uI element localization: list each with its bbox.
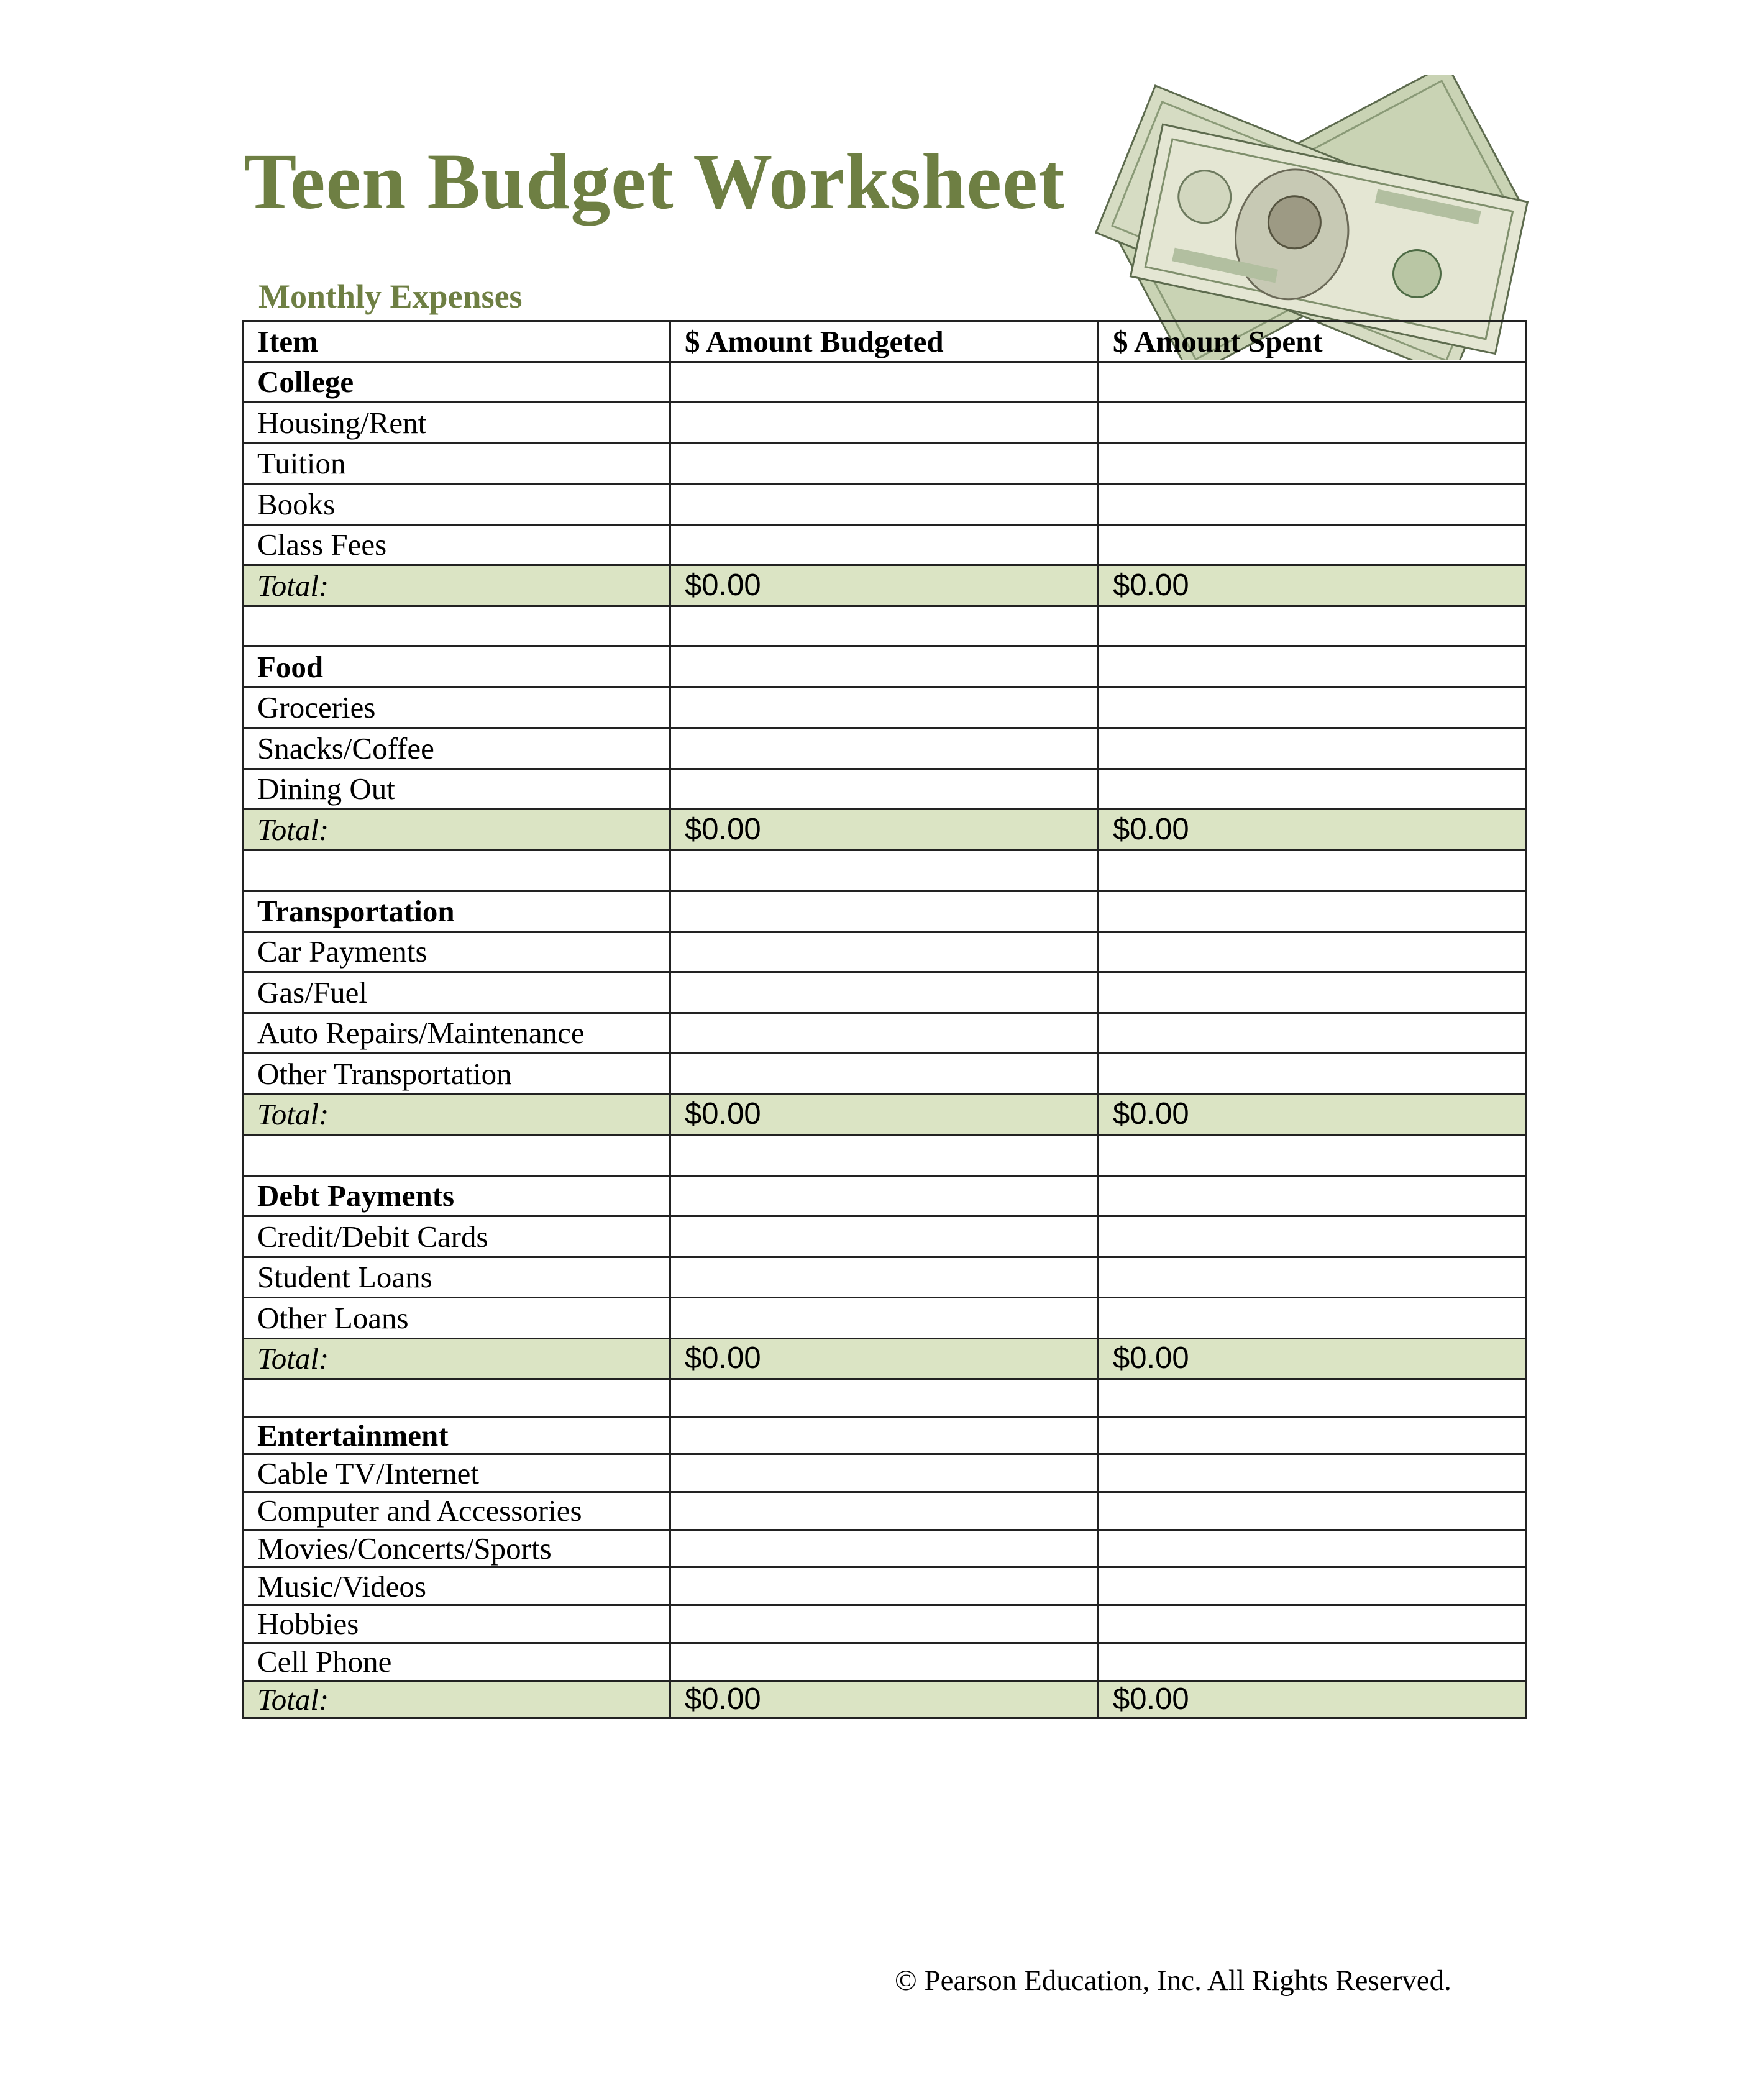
money-stack-image bbox=[1094, 75, 1541, 360]
empty-cell[interactable] bbox=[1099, 1379, 1526, 1417]
budgeted-cell[interactable] bbox=[670, 1567, 1099, 1605]
empty-cell[interactable] bbox=[670, 1379, 1099, 1417]
expense-item-label: Tuition bbox=[243, 443, 670, 484]
budgeted-cell[interactable] bbox=[670, 728, 1099, 769]
expense-item-label: Movies/Concerts/Sports bbox=[243, 1530, 670, 1567]
expense-row bbox=[243, 1013, 1526, 1054]
expense-row bbox=[243, 687, 1526, 728]
spent-cell[interactable] bbox=[1099, 1013, 1526, 1054]
column-header-spent: $ Amount Spent bbox=[1099, 321, 1526, 362]
column-header-budgeted: $ Amount Budgeted bbox=[670, 321, 1099, 362]
total-label: Total: bbox=[243, 810, 670, 851]
spent-cell[interactable] bbox=[1099, 1605, 1526, 1643]
header-row bbox=[243, 321, 1526, 362]
budgeted-cell[interactable] bbox=[670, 687, 1099, 728]
budgeted-cell[interactable] bbox=[670, 769, 1099, 810]
spacer-row bbox=[243, 1379, 1526, 1417]
expense-row bbox=[243, 1257, 1526, 1298]
spent-cell[interactable] bbox=[1099, 1257, 1526, 1298]
total-row bbox=[243, 1681, 1526, 1718]
spent-cell[interactable] bbox=[1099, 1298, 1526, 1339]
category-row bbox=[243, 1175, 1526, 1216]
total-label: Total: bbox=[243, 565, 670, 606]
total-spent-value: $0.00 bbox=[1099, 1094, 1526, 1135]
total-spent-value: $0.00 bbox=[1099, 565, 1526, 606]
total-budgeted-value: $0.00 bbox=[670, 1681, 1099, 1718]
expense-item-label: Snacks/Coffee bbox=[243, 728, 670, 769]
budgeted-cell[interactable] bbox=[670, 1175, 1099, 1216]
budgeted-cell[interactable] bbox=[670, 443, 1099, 484]
budget-table bbox=[242, 320, 1527, 1719]
spent-cell[interactable] bbox=[1099, 1054, 1526, 1095]
budgeted-cell[interactable] bbox=[670, 931, 1099, 972]
expense-item-label: Cable TV/Internet bbox=[243, 1454, 670, 1492]
total-row bbox=[243, 1094, 1526, 1135]
section-subtitle: Monthly Expenses bbox=[258, 278, 523, 315]
total-row bbox=[243, 1338, 1526, 1379]
empty-cell[interactable] bbox=[243, 1135, 670, 1176]
total-label: Total: bbox=[243, 1338, 670, 1379]
spent-cell[interactable] bbox=[1099, 687, 1526, 728]
category-label: Food bbox=[243, 647, 670, 688]
category-row bbox=[243, 891, 1526, 932]
page-title: Teen Budget Worksheet bbox=[244, 137, 1066, 226]
expense-item-label: Computer and Accessories bbox=[243, 1492, 670, 1530]
spent-cell[interactable] bbox=[1099, 1492, 1526, 1530]
budgeted-cell[interactable] bbox=[670, 1054, 1099, 1095]
expense-item-label: Other Loans bbox=[243, 1298, 670, 1339]
expense-row bbox=[243, 1054, 1526, 1095]
total-spent-value: $0.00 bbox=[1099, 810, 1526, 851]
expense-row bbox=[243, 1530, 1526, 1567]
budgeted-cell[interactable] bbox=[670, 891, 1099, 932]
empty-cell[interactable] bbox=[243, 1379, 670, 1417]
spent-cell[interactable] bbox=[1099, 443, 1526, 484]
spent-cell[interactable] bbox=[1099, 484, 1526, 525]
total-budgeted-value: $0.00 bbox=[670, 1094, 1099, 1135]
total-budgeted-value: $0.00 bbox=[670, 565, 1099, 606]
spent-cell[interactable] bbox=[1099, 1530, 1526, 1567]
expense-row bbox=[243, 1454, 1526, 1492]
spent-cell[interactable] bbox=[1099, 524, 1526, 565]
category-row bbox=[243, 1416, 1526, 1454]
expense-row bbox=[243, 403, 1526, 444]
spent-cell[interactable] bbox=[1099, 972, 1526, 1013]
spent-cell[interactable] bbox=[1099, 647, 1526, 688]
expense-item-label: Cell Phone bbox=[243, 1643, 670, 1681]
category-row bbox=[243, 647, 1526, 688]
expense-row bbox=[243, 769, 1526, 810]
total-budgeted-value: $0.00 bbox=[670, 810, 1099, 851]
budgeted-cell[interactable] bbox=[670, 1643, 1099, 1681]
budgeted-cell[interactable] bbox=[670, 362, 1099, 403]
total-spent-value: $0.00 bbox=[1099, 1338, 1526, 1379]
budgeted-cell[interactable] bbox=[670, 1530, 1099, 1567]
expense-item-label: Books bbox=[243, 484, 670, 525]
spent-cell[interactable] bbox=[1099, 931, 1526, 972]
spent-cell[interactable] bbox=[1099, 1454, 1526, 1492]
budgeted-cell[interactable] bbox=[670, 1298, 1099, 1339]
spacer-row bbox=[243, 850, 1526, 891]
budgeted-cell[interactable] bbox=[670, 1013, 1099, 1054]
budgeted-cell[interactable] bbox=[670, 484, 1099, 525]
spacer-row bbox=[243, 606, 1526, 647]
total-label: Total: bbox=[243, 1681, 670, 1718]
empty-cell[interactable] bbox=[243, 850, 670, 891]
spent-cell[interactable] bbox=[1099, 1643, 1526, 1681]
total-spent-value: $0.00 bbox=[1099, 1681, 1526, 1718]
budgeted-cell[interactable] bbox=[670, 1605, 1099, 1643]
expense-row bbox=[243, 484, 1526, 525]
spacer-row bbox=[243, 1135, 1526, 1176]
expense-row bbox=[243, 1643, 1526, 1681]
total-label: Total: bbox=[243, 1094, 670, 1135]
total-budgeted-value: $0.00 bbox=[670, 1338, 1099, 1379]
expense-row bbox=[243, 1492, 1526, 1530]
category-label: College bbox=[243, 362, 670, 403]
expense-row bbox=[243, 1216, 1526, 1257]
category-row bbox=[243, 362, 1526, 403]
expense-row bbox=[243, 443, 1526, 484]
empty-cell[interactable] bbox=[670, 1135, 1099, 1176]
budgeted-cell[interactable] bbox=[670, 1416, 1099, 1454]
spent-cell[interactable] bbox=[1099, 1416, 1526, 1454]
expense-row bbox=[243, 972, 1526, 1013]
expense-row bbox=[243, 728, 1526, 769]
total-row bbox=[243, 810, 1526, 851]
expense-item-label: Groceries bbox=[243, 687, 670, 728]
column-header-item: Item bbox=[243, 321, 670, 362]
empty-cell[interactable] bbox=[1099, 606, 1526, 647]
expense-row bbox=[243, 1605, 1526, 1643]
budgeted-cell[interactable] bbox=[670, 972, 1099, 1013]
category-label: Debt Payments bbox=[243, 1175, 670, 1216]
spent-cell[interactable] bbox=[1099, 728, 1526, 769]
spent-cell[interactable] bbox=[1099, 1175, 1526, 1216]
budgeted-cell[interactable] bbox=[670, 1492, 1099, 1530]
empty-cell[interactable] bbox=[670, 606, 1099, 647]
expense-item-label: Gas/Fuel bbox=[243, 972, 670, 1013]
budgeted-cell[interactable] bbox=[670, 524, 1099, 565]
expense-item-label: Music/Videos bbox=[243, 1567, 670, 1605]
budgeted-cell[interactable] bbox=[670, 1257, 1099, 1298]
spent-cell[interactable] bbox=[1099, 403, 1526, 444]
category-label: Transportation bbox=[243, 891, 670, 932]
expense-row bbox=[243, 1298, 1526, 1339]
spent-cell[interactable] bbox=[1099, 769, 1526, 810]
expense-item-label: Car Payments bbox=[243, 931, 670, 972]
expense-item-label: Other Transportation bbox=[243, 1054, 670, 1095]
expense-item-label: Auto Repairs/Maintenance bbox=[243, 1013, 670, 1054]
budgeted-cell[interactable] bbox=[670, 647, 1099, 688]
spent-cell[interactable] bbox=[1099, 362, 1526, 403]
expense-item-label: Credit/Debit Cards bbox=[243, 1216, 670, 1257]
empty-cell[interactable] bbox=[1099, 850, 1526, 891]
expense-row bbox=[243, 931, 1526, 972]
expense-row bbox=[243, 1567, 1526, 1605]
spent-cell[interactable] bbox=[1099, 1216, 1526, 1257]
spent-cell[interactable] bbox=[1099, 1567, 1526, 1605]
expense-item-label: Dining Out bbox=[243, 769, 670, 810]
empty-cell[interactable] bbox=[670, 850, 1099, 891]
expense-item-label: Student Loans bbox=[243, 1257, 670, 1298]
budgeted-cell[interactable] bbox=[670, 1216, 1099, 1257]
category-label: Entertainment bbox=[243, 1416, 670, 1454]
expense-item-label: Housing/Rent bbox=[243, 403, 670, 444]
expense-item-label: Class Fees bbox=[243, 524, 670, 565]
expense-row bbox=[243, 524, 1526, 565]
expense-item-label: Hobbies bbox=[243, 1605, 670, 1643]
copyright-notice: © Pearson Education, Inc. All Rights Reserved. bbox=[895, 1964, 1451, 1997]
empty-cell[interactable] bbox=[243, 606, 670, 647]
total-row bbox=[243, 565, 1526, 606]
budgeted-cell[interactable] bbox=[670, 1454, 1099, 1492]
spent-cell[interactable] bbox=[1099, 891, 1526, 932]
empty-cell[interactable] bbox=[1099, 1135, 1526, 1176]
budgeted-cell[interactable] bbox=[670, 403, 1099, 444]
